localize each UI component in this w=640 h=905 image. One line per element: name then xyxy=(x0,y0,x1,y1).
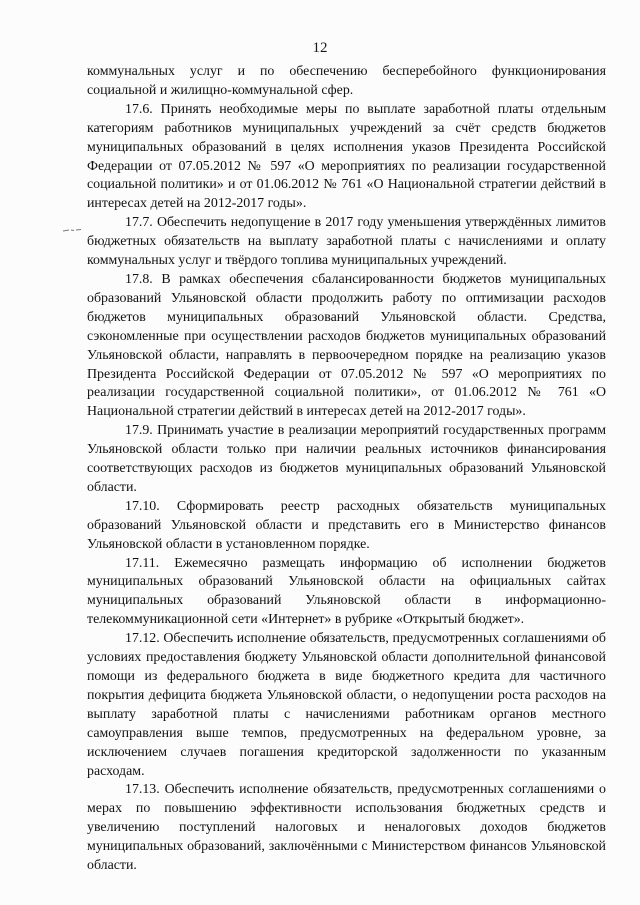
paragraph-17-9: 17.9. Принимать участие в реализации мероприятий государственных программ Ульяновской области только при наличии реальных источников финансирования соответствующих расходов из бюджетов муниципальных образований Ульяновской области. xyxy=(87,423,606,495)
paragraph-continuation: коммунальных услуг и по обеспечению бесперебойного функционирования социальной и жилищно-коммунальной сфер. xyxy=(87,64,606,98)
paragraph-17-11: 17.11. Ежемесячно размещать информацию об исполнении бюджетов муниципальных образований Ульяновской области на официальных сайтах муниципальных образований Ульяновской области в информационно-телекоммуникационной сети «Интернет» в рубрике «Открытый бюджет». xyxy=(87,555,606,628)
paragraph-17-10: 17.10. Сформировать реестр расходных обязательств муниципальных образований Ульяновской области и представить его в Министерство финансов Ульяновской области в установленном порядке. xyxy=(87,498,606,552)
paragraph-17-8: 17.8. В рамках обеспечения сбалансированности бюджетов муниципальных образований Ульяновской области продолжить работу по оптимизации расходов бюджетов муниципальных образований Ульяновской области. Средства, сэкономленные при осуществлении расходов бюджетов муниципальных образований Ульяновской области, направлять в первоочередном порядке на реализацию указов Президента Российской Федерации от 07.05.2012 № 597 «О мероприятиях по реализации государственной социальной политики», от 01.06.2012 № 761 «О Национальной стратегии действий в интересах детей на 2012-2017 годы». xyxy=(87,271,606,420)
page-number: 12 xyxy=(312,40,328,56)
paragraph-17-12: 17.12. Обеспечить исполнение обязательств, предусмотренных соглашениями об условиях предоставления бюджету Ульяновской области дополнительной финансовой помощи из федерального бюджета в виде бюджетного кредита для частичного покрытия дефицита бюджета Ульяновской области, о недопущении роста расходов на выплату заработной платы с начислениями работникам органов местного самоуправления выше темпов, предусмотренных на федеральном уровне, за исключением случаев погашения кредиторской задолженности по указанным расходам. xyxy=(87,631,606,779)
paragraph-17-7: 17.7. Обеспечить недопущение в 2017 году уменьшения утверждённых лимитов бюджетных обязательств на выплату заработной платы с начислениями и оплату коммунальных услуг и твёрдого топлива муниципальных учреждений. xyxy=(87,215,606,269)
document-body xyxy=(87,63,606,876)
paragraph-17-13: 17.13. Обеспечить исполнение обязательств, предусмотренных соглашениями о мерах по повышению эффективности использования бюджетных средств и увеличению поступлений налоговых и неналоговых доходов бюджетов муниципальных образований, заключёнными с Министерством финансов Ульяновской области. xyxy=(87,782,606,874)
paragraph-17-6: 17.6. Принять необходимые меры по выплате заработной платы отдельным категориям работников муниципальных учреждений за счёт средств бюджетов муниципальных образований в целях исполнения указов Президента Российской Федерации от 07.05.2012 № 597 «О мероприятиях по реализации государственной социальной политики» и от 01.06.2012 № 761 «О Национальной стратегии действий в интересах детей на 2012-2017 годы». xyxy=(87,101,606,212)
margin-pen-mark xyxy=(62,227,82,233)
